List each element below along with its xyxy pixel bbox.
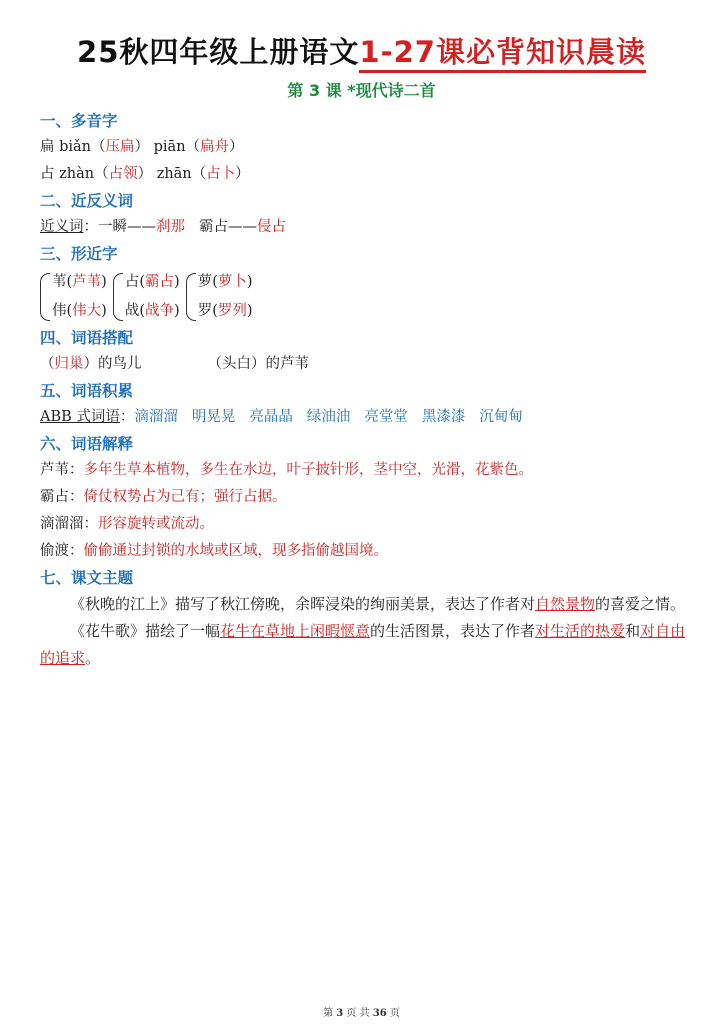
poly-word: 占领: [108, 166, 138, 182]
synonym-word: 一瞬: [98, 219, 127, 235]
definition-text: 偷偷通过封锁的水域或区域，现多指偷越国境。: [83, 543, 388, 559]
page-footer: 第 3 页 共 36 页: [323, 1008, 400, 1019]
synonym-word: 侵占: [257, 219, 286, 235]
total-pages: 36: [372, 1008, 387, 1019]
poly-pinyin: zhàn: [59, 166, 95, 182]
abb-word: 亮堂堂: [364, 409, 408, 425]
section-heading-definitions: 六、词语解释: [40, 435, 134, 453]
abb-word: 黑漆漆: [421, 409, 466, 425]
theme-highlight: 花牛在草地上闲暇惬意: [220, 622, 371, 640]
similar-char-group: 苇(芦苇) 伟(伟大): [40, 269, 107, 325]
definition-term: 芦苇: [40, 462, 69, 478]
current-page: 3: [336, 1008, 344, 1019]
poly-pinyin: biǎn: [59, 139, 92, 155]
similar-char-group: 萝(萝卜) 罗(罗列): [186, 269, 253, 325]
definition-text: 多年生草本植物，多生在水边，叶子披针形，茎中空，光滑，花紫色。: [83, 462, 533, 478]
content: [40, 108, 690, 672]
section-heading-theme: 七、课文主题: [40, 569, 134, 587]
definition-row: 偷渡：偷偷通过封锁的水域或区域，现多指偷越国境。: [40, 543, 388, 559]
section-heading-synonyms: 二、近反义词: [40, 192, 134, 210]
theme-highlight: 对生活的热爱: [535, 622, 626, 640]
poly-word: 扁舟: [200, 139, 230, 155]
accumulation-row: ABB 式词语：滴溜溜 明晃晃 亮晶晶 绿油油 亮堂堂 黑漆漆 沉甸甸: [40, 409, 523, 425]
definition-term: 霸占: [40, 489, 69, 505]
collocation-fill: 头白: [222, 356, 251, 372]
synonym-label: 近义词: [40, 219, 84, 235]
abb-word: 明晃晃: [191, 409, 236, 425]
polyphonic-row: 占 zhàn（占领） zhān（占卜）: [40, 166, 250, 182]
synonym-row: 近义词：一瞬——刹那 霸占——侵占: [40, 219, 286, 235]
abb-word: 沉甸甸: [479, 409, 523, 425]
poly-word: 压扁: [105, 139, 135, 155]
theme-highlight: 对自由的追求: [40, 622, 686, 667]
poly-pinyin: zhān: [156, 166, 192, 182]
title-part1: 25秋四年级上册语文: [77, 35, 360, 69]
definition-text: 形容旋转或流动。: [98, 516, 214, 532]
brace-icon: [40, 273, 50, 321]
poly-char: 占: [40, 166, 55, 182]
poly-word: 占卜: [206, 166, 236, 182]
collocation-fill: 归巢: [54, 356, 84, 372]
similar-char-group: 占(霸占) 战(战争): [113, 269, 180, 325]
polyphonic-row: 扁 biǎn（压扁） piān（扁舟）: [40, 139, 244, 155]
definition-row: 滴溜溜：形容旋转或流动。: [40, 516, 214, 532]
definition-text: 倚仗权势占为己有；强行占据。: [83, 489, 287, 505]
definition-term: 偷渡: [40, 543, 69, 559]
lesson-title: 第 3 课 *现代诗二首: [287, 81, 436, 100]
theme-paragraph: 《秋晚的江上》描写了秋江傍晚，余晖浸染的绚丽美景，表达了作者对自然景物的喜爱之情。: [70, 595, 686, 613]
accumulation-label: ABB 式词语: [40, 409, 120, 425]
similar-char-groups: [40, 269, 690, 325]
brace-icon: [186, 273, 196, 321]
section-heading-accumulation: 五、词语积累: [40, 382, 134, 400]
section-heading-collocation: 四、词语搭配: [40, 329, 134, 347]
abb-word: 绿油油: [306, 409, 351, 425]
definition-row: 霸占：倚仗权势占为己有；强行占据。: [40, 489, 287, 505]
poly-char: 扁: [40, 139, 55, 155]
section-heading-similar-chars: 三、形近字: [40, 245, 118, 263]
synonym-word: 刹那: [156, 219, 185, 235]
theme-highlight: 自然景物: [535, 595, 596, 613]
synonym-word: 霸占: [199, 219, 228, 235]
definition-row: 芦苇：多年生草本植物，多生在水边，叶子披针形，茎中空，光滑，花紫色。: [40, 462, 533, 478]
title-part2: 1-27课必背知识晨读: [359, 35, 646, 73]
abb-word: 滴溜溜: [134, 409, 178, 425]
poly-pinyin: piān: [153, 139, 186, 155]
brace-icon: [113, 273, 123, 321]
theme-paragraph: 《花牛歌》描绘了一幅花牛在草地上闲暇惬意的生活图景，表达了作者对生活的热爱和对自由的追求。: [40, 622, 686, 667]
section-heading-polyphonic: 一、多音字: [40, 112, 118, 130]
abb-word: 亮晶晶: [249, 409, 293, 425]
collocation-row: （归巢）的鸟儿 （头白）的芦苇: [40, 356, 309, 372]
definition-term: 滴溜溜: [40, 516, 84, 532]
page-title: [0, 30, 723, 71]
